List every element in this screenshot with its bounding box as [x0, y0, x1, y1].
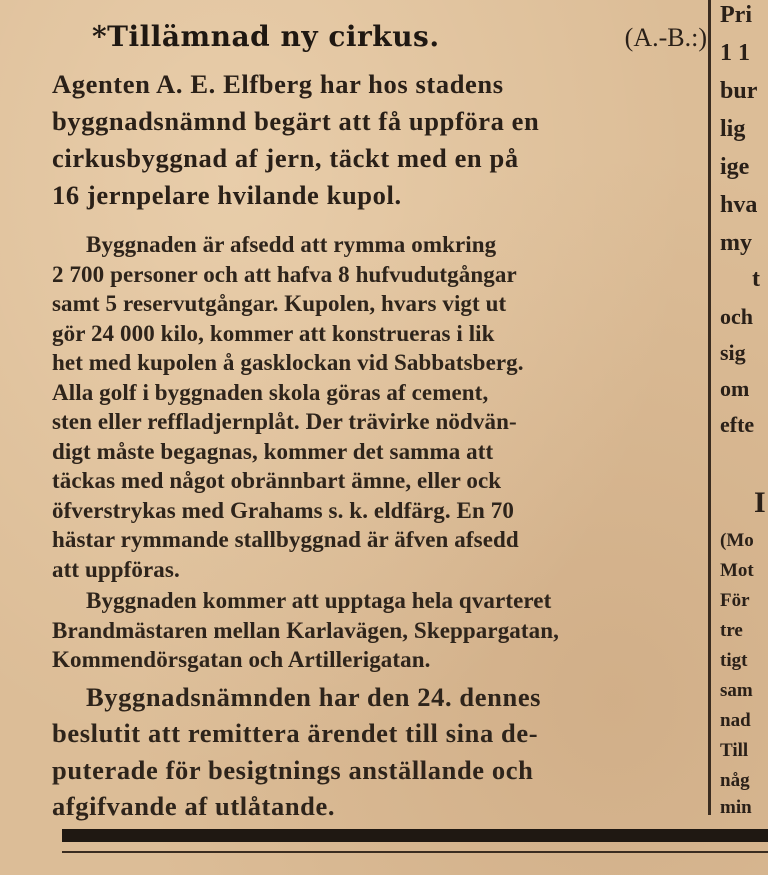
adjacent-column-fragment: 1 1: [720, 40, 750, 66]
text-line: gör 24 000 kilo, kommer att konstrueras i lik: [52, 320, 495, 346]
text-line: sten eller reffladjernplåt. Der trävirke nödvän-: [52, 409, 517, 434]
adjacent-column-fragment: tre: [720, 620, 743, 641]
adjacent-column-fragment: om: [720, 376, 750, 401]
text-line: puterade för besigtnings anställande och: [52, 754, 534, 785]
adjacent-column: [720, 0, 768, 820]
text-line: samt 5 reservutgångar. Kupolen, hvars vigt ut: [52, 291, 507, 316]
adjacent-column-fragment: my: [720, 230, 752, 256]
adjacent-column-fragment: bur: [720, 78, 758, 104]
text-line: hästar rymmande stallbyggnad är äfven afsedd: [52, 527, 519, 552]
text-line: öfverstrykas med Grahams s. k. eldfärg. En 70: [52, 497, 514, 523]
adjacent-column-fragment: lig: [720, 116, 746, 142]
article-headline: [52, 20, 707, 66]
text-line: att uppföras.: [52, 556, 180, 582]
adjacent-column-fragment: Pri: [720, 2, 752, 28]
text-line: byggnadsnämnd begärt att få uppföra en: [52, 106, 540, 136]
adjacent-column-fragment: I: [754, 486, 766, 519]
adjacent-column-fragment: För: [720, 590, 750, 611]
text-line: beslutit att remittera ärendet till sina de-: [52, 718, 539, 748]
column-divider: [708, 0, 711, 815]
adjacent-column-fragment: sam: [720, 680, 753, 701]
adjacent-column-fragment: t: [752, 266, 760, 292]
body-paragraph-1: [52, 230, 707, 584]
adjacent-column-fragment: efte: [720, 412, 755, 437]
adjacent-column-fragment: och: [720, 304, 753, 329]
text-line: täckas med något obrännbart ämne, eller ock: [52, 468, 502, 493]
section-rule-thin: [62, 851, 768, 853]
text-line: afgifvande af utlåtande.: [52, 791, 336, 821]
text-line: Alla golf i byggnaden skola göras af cement,: [52, 379, 489, 405]
text-line: Kommendörsgatan och Artillerigatan.: [52, 647, 431, 672]
text-line: digt måste begagnas, kommer det samma att: [52, 438, 494, 464]
article: [52, 20, 707, 825]
section-rule-thick: [62, 829, 768, 842]
text-line: 2 700 personer och att hafva 8 hufvudutgångar: [52, 261, 517, 287]
adjacent-column-fragment: sig: [720, 340, 746, 365]
adjacent-column-fragment: tigt: [720, 650, 748, 671]
text-line: Brandmästaren mellan Karlavägen, Skeppargatan,: [52, 617, 560, 643]
text-line: 16 jernpelare hvilande kupol.: [52, 180, 402, 210]
text-line: Byggnaden kommer att upptaga hela qvarteret: [86, 588, 552, 613]
adjacent-column-fragment: Till: [720, 740, 749, 761]
adjacent-column-fragment: ige: [720, 154, 750, 180]
adjacent-column-fragment: hva: [720, 192, 758, 218]
adjacent-column-fragment: (Mo: [720, 530, 754, 551]
text-line: het med kupolen å gasklockan vid Sabbatsberg.: [52, 350, 524, 375]
body-paragraph-3: [52, 679, 707, 825]
text-line: Byggnaden är afsedd att rymma omkring: [86, 232, 497, 257]
adjacent-column-fragment: någ: [720, 770, 750, 791]
adjacent-column-fragment: Mot: [720, 560, 754, 581]
text-line: cirkusbyggnad af jern, täckt med en på: [52, 143, 519, 173]
body-paragraph-2: [52, 586, 707, 675]
adjacent-column-fragment: min: [720, 797, 752, 818]
text-line: Byggnadsnämnden har den 24. dennes: [86, 681, 542, 712]
article-title: *Tillämnad ny cirkus.: [92, 20, 440, 53]
lead-paragraph: [52, 66, 707, 214]
article-source: (A.-B.:): [624, 23, 707, 52]
adjacent-column-fragment: nad: [720, 710, 751, 731]
text-line: Agenten A. E. Elfberg har hos stadens: [52, 69, 504, 99]
